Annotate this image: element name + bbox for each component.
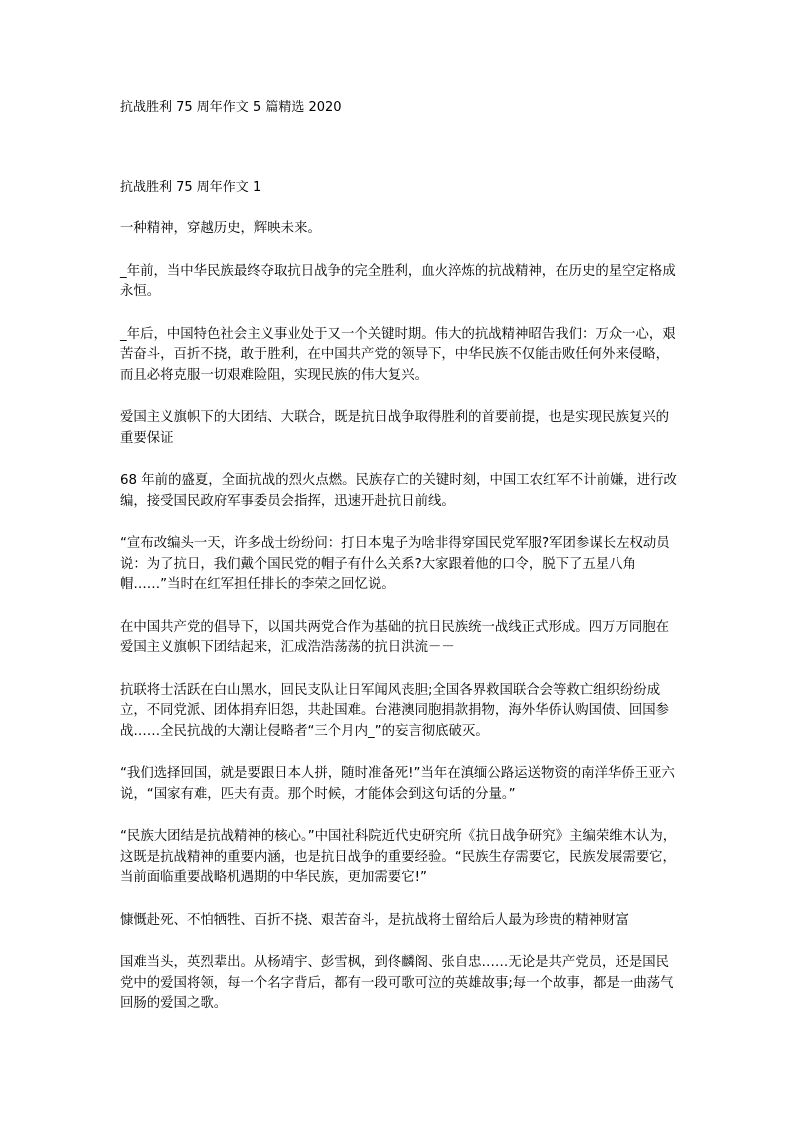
paragraph: 在中国共产党的倡导下，以国共两党合作为基础的抗日民族统一战线正式形成。四万万同胞在爱国主义旗帜下团结起来，汇成浩浩荡荡的抗日洪流－－ <box>120 619 670 655</box>
paragraph: 慷慨赴死、不怕牺牲、百折不挠、艰苦奋斗，是抗战将士留给后人最为珍贵的精神财富 <box>120 912 629 928</box>
paragraph: _年前，当中华民族最终夺取抗日战争的完全胜利，血火淬炼的抗战精神，在历史的星空定格成永恒。 <box>120 263 676 299</box>
paragraph: 一种精神，穿越历史，辉映未来。 <box>120 221 321 236</box>
paragraph: 抗联将士活跃在白山黑水，回民支队让日军闻风丧胆;全国各界救国联合会等救亡组织纷纷成立，不同党派、团体捐弃旧怨，共赴国难。台港澳同胞捐款捐物，海外华侨认购国债、回国参战……全民抗战的大潮让侵略者“三个月内_”的妄言彻底破灭。 <box>120 682 670 739</box>
paragraph: “我们选择回国，就是要跟日本人拼，随时准备死!”当年在滇缅公路运送物资的南洋华侨王亚六说，“国家有难，匹夫有责。那个时候，才能体会到这句话的分量。” <box>120 766 675 802</box>
paragraph: “宣布改编头一天，许多战士纷纷问：打日本鬼子为啥非得穿国民党军服?军团参谋长左权动员说：为了抗日，我们戴个国民党的帽子有什么关系?大家跟着他的口令，脱下了五星八角帽……”当时在红军担任排长的李荣之回忆说。 <box>120 536 670 592</box>
paragraph: 国难当头，英烈辈出。从杨靖宇、彭雪枫，到佟麟阁、张自忠……无论是共产党员，还是国民党中的爱国将领，每一个名字背后，都有一段可歌可泣的英雄故事;每一个故事，都是一曲荡气回肠的爱国之歌。 <box>120 955 674 1011</box>
article-body <box>120 219 680 1037</box>
paragraph: 68 年前的盛夏，全面抗战的烈火点燃。民族存亡的关键时刻，中国工农红军不计前嫌，进行改编，接受国民政府军事委员会指挥，迅速开赴抗日前线。 <box>120 473 677 509</box>
section-title: 抗战胜利 75 周年作文 1 <box>120 180 262 195</box>
document-title: 抗战胜利 75 周年作文 5 篇精选 2020 <box>120 100 342 115</box>
paragraph: _年后，中国特色社会主义事业处于又一个关键时期。伟大的抗战精神昭告我们：万众一心，艰苦奋斗，百折不挠，敢于胜利，在中国共产党的领导下，中华民族不仅能击败任何外来侵略，而且必将克服一切艰难险阻，实现民族的伟大复兴。 <box>120 326 676 383</box>
paragraph: 爱国主义旗帜下的大团结、大联合，既是抗日战争取得胜利的首要前提，也是实现民族复兴的重要保证 <box>120 410 670 446</box>
paragraph: “民族大团结是抗战精神的核心。”中国社科院近代史研究所《抗日战争研究》主编荣维木认为，这既是抗战精神的重要内涵，也是抗日战争的重要经验。“民族生存需要它，民族发展需要它，当前面临重要战略机遇期的中华民族，更加需要它!” <box>120 829 677 885</box>
